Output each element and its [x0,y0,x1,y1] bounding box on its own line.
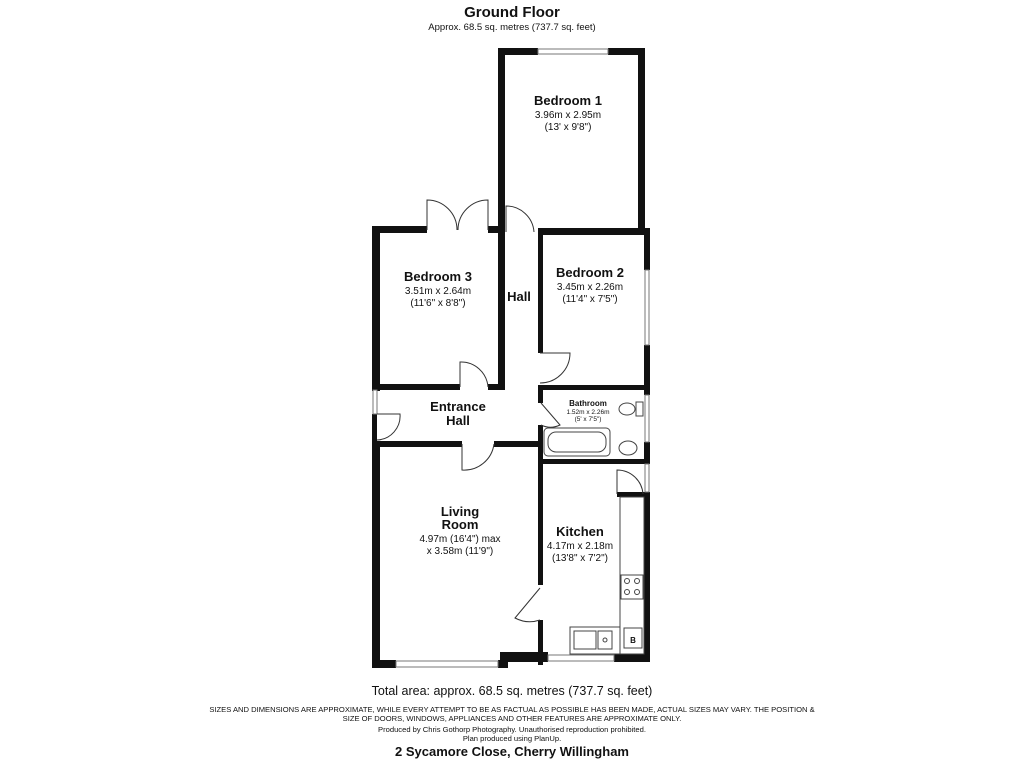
wall [372,441,462,447]
door [427,200,457,230]
door [541,403,560,427]
wall [617,492,650,497]
boiler-label: B [630,636,636,645]
bedroom1-dim-ft: (13' x 9'8") [544,122,592,133]
window [373,390,377,414]
door [458,200,488,230]
wall [372,441,380,667]
basin-icon [619,441,637,455]
bathroom-dim-ft: (5' x 7'5") [574,416,602,423]
wall [538,385,543,403]
address: 2 Sycamore Close, Cherry Willingham [395,744,629,759]
toilet-icon [619,403,635,415]
door [460,362,488,387]
kitchen-dim-m: 4.17m x 2.18m [546,541,614,552]
sink-drain-icon [603,638,607,642]
window [645,270,649,345]
window [645,395,649,442]
total-area: Total area: approx. 68.5 sq. metres (737.7 sq. feet) [371,684,653,698]
living-room-dim-line1: 4.97m (16'4") max [419,534,501,545]
walls [372,48,650,668]
hob-icon [621,575,643,599]
living-room-name-line2: Room [441,517,479,532]
credit-line1: Produced by Chris Gothorp Photography. Unauthorised reproduction prohibited. [378,725,646,734]
window [538,49,608,54]
living-room-name-line1: Living [440,504,480,519]
door [540,353,570,383]
wall [638,48,645,233]
entrance-hall-name-line1: Entrance [430,399,486,414]
bedroom2-dim-ft: (11'4" x 7'5") [562,294,618,305]
sink-drainer-icon [598,631,612,649]
bathroom-dim-m: 1.52m x 2.26m [566,409,610,416]
wall [644,492,650,660]
bedroom2-name: Bedroom 2 [556,265,624,280]
bedroom2-dim-m: 3.45m x 2.26m [556,282,624,293]
sink-icon [574,631,596,649]
toilet-cistern-icon [636,402,643,416]
bedroom1-dim-m: 3.96m x 2.95m [534,110,602,121]
door [377,414,400,440]
wall [372,414,377,444]
bath-inner-icon [548,432,606,452]
hall-name: Hall [507,289,531,304]
bedroom1-name: Bedroom 1 [534,93,602,108]
door [617,470,643,494]
floor-area: Approx. 68.5 sq. metres (737.7 sq. feet) [428,22,596,33]
wall [498,48,505,228]
windows [373,49,649,667]
door [506,206,534,232]
wall [372,384,460,390]
disclaimer-line2: SIZE OF DOORS, WINDOWS, APPLIANCES AND OTHER FEATURES ARE APPROXIMATE ONLY. [342,714,682,723]
disclaimer-line1: SIZES AND DIMENSIONS ARE APPROXIMATE, WHILE EVERY ATTEMPT TO BE AS FACTUAL AS POSSIBLE HAS BEEN MADE, ACTUAL SIZES MAY VARY. THE POSITION & [209,705,815,714]
wall [644,228,650,270]
wall [494,441,542,447]
bedroom3-name: Bedroom 3 [404,269,472,284]
hob-ring-icon [625,579,630,584]
door [515,588,540,622]
wall [538,385,648,390]
kitchen-dim-ft: (13'8" x 7'2") [552,553,608,564]
wall [372,660,396,668]
hob-ring-icon [635,590,640,595]
wall [498,226,505,390]
wall [372,226,427,233]
bedroom3-dim-m: 3.51m x 2.64m [404,286,472,297]
wall [538,228,650,235]
hob-ring-icon [635,579,640,584]
credit-line2: Plan produced using PlanUp. [462,734,562,743]
wall [614,654,650,662]
wall [372,226,380,391]
wall [500,652,548,662]
wall [538,228,543,353]
door [462,444,494,470]
kitchen-name: Kitchen [556,524,604,539]
entrance-hall-name-line2: Hall [446,413,470,428]
wall [538,459,650,464]
wall [538,425,543,585]
floor-title: Ground Floor [464,4,560,21]
hob-ring-icon [625,590,630,595]
bathroom-name: Bathroom [569,399,607,408]
window [548,655,614,661]
living-room-dim-line2: x 3.58m (11'9") [426,546,494,557]
bedroom3-dim-ft: (11'6" x 8'8") [410,298,466,309]
window [645,464,649,492]
window [396,661,498,667]
